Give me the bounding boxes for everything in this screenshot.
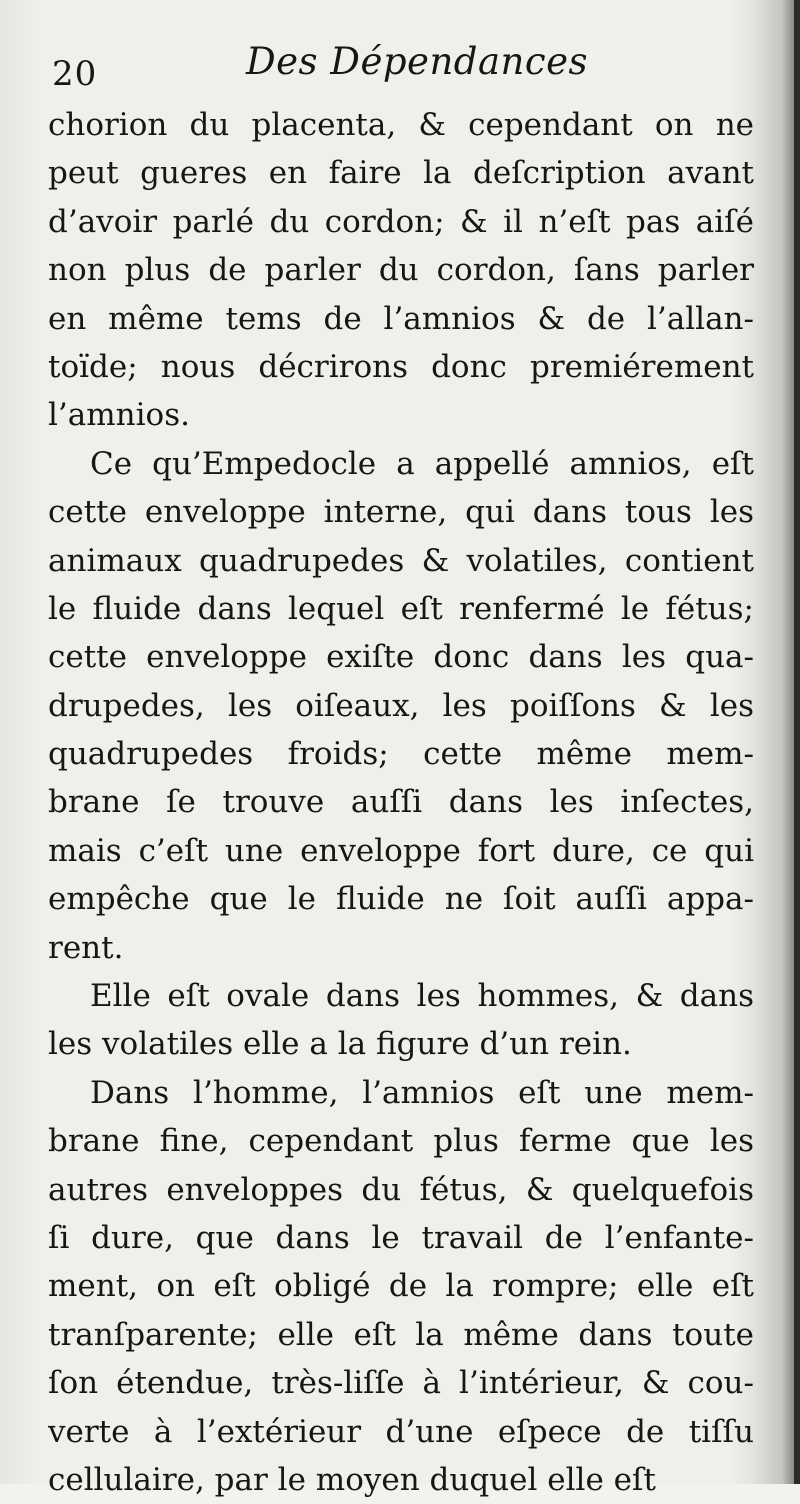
text-line: drupedes, les oiſeaux, les poiſſons & les: [48, 687, 754, 724]
text-line: chorion du placenta, & cependant on ne: [48, 107, 754, 143]
body-text: [48, 101, 754, 1504]
text-line: mais c’eſt une enveloppe fort dure, ce qui: [48, 832, 754, 869]
text-line: en même tems de l’amnios & de l’allan-: [48, 300, 754, 337]
text-line: peut gueres en faire la deſcription avant: [48, 155, 754, 192]
text-line: cette enveloppe exiſte donc dans les qua-: [48, 639, 754, 676]
text-line: animaux quadrupedes & volatiles, contient: [48, 542, 754, 579]
paragraph: [48, 1069, 754, 1504]
text-line: verte à l’extérieur d’une eſpece de tiſſu: [48, 1413, 754, 1450]
text-line: autres enveloppes du fétus, & quelquefois: [48, 1171, 754, 1208]
text-line: quadrupedes froids; cette même mem-: [48, 736, 754, 773]
text-line: empêche que le fluide ne ſoit auſſi appa-: [48, 881, 754, 918]
text-line: l’amnios.: [48, 397, 190, 434]
running-title: Des Dépendances: [246, 40, 588, 83]
text-line: non plus de parler du cordon, ſans parler: [48, 252, 754, 289]
paragraph: [48, 101, 754, 440]
text-line: ſi dure, que dans le travail de l’enfante-: [48, 1219, 754, 1256]
text-line: rent.: [48, 929, 124, 966]
text-line: ment, on eſt obligé de la rompre; elle eſt: [48, 1268, 754, 1305]
text-line: toïde; nous décrirons donc premiérement: [48, 348, 754, 385]
text-line: brane ſe trouve auſſi dans les inſectes,: [48, 784, 754, 821]
text-line: Elle eſt ovale dans les hommes, & dans: [90, 978, 754, 1015]
paragraph: [48, 972, 754, 1069]
text-line: ſon étendue, très-liſſe à l’intérieur, & cou-: [48, 1365, 754, 1402]
text-line: Ce qu’Empedocle a appellé amnios, eſt: [90, 445, 754, 482]
text-line: cette enveloppe interne, qui dans tous les: [48, 494, 754, 531]
text-line: Dans l’homme, l’amnios eſt une mem-: [90, 1074, 754, 1111]
page-header: [52, 40, 752, 102]
page-edge-shadow: [794, 0, 800, 1484]
text-line: tranſparente; elle eſt la même dans toute: [48, 1316, 754, 1353]
paragraph: [48, 440, 754, 972]
page-number: 20: [52, 54, 98, 94]
text-line: les volatiles elle a la figure d’un rein.: [48, 1026, 632, 1063]
text-line: brane fine, cependant plus ferme que les: [48, 1123, 754, 1160]
text-line: le fluide dans lequel eſt renfermé le fétus;: [48, 590, 754, 627]
text-line: d’avoir parlé du cordon; & il n’eſt pas aiſé: [48, 203, 754, 240]
text-line: cellulaire, par le moyen duquel elle eſt: [48, 1461, 656, 1498]
